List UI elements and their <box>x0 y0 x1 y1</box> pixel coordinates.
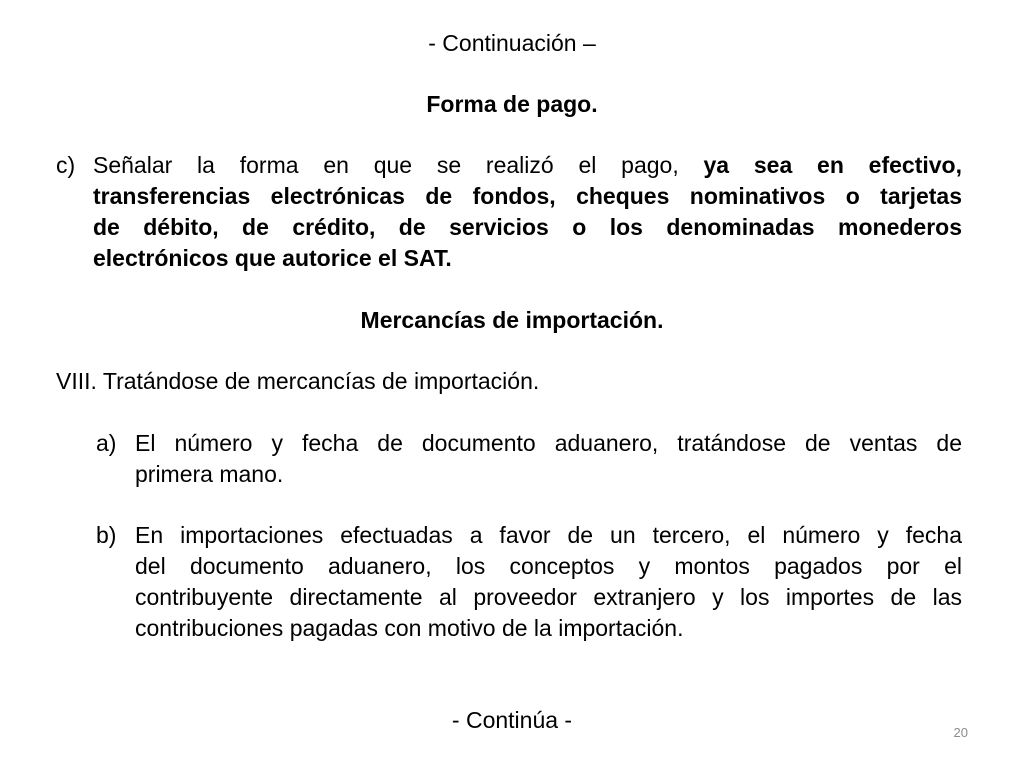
continues-footer: - Continúa - <box>451 707 573 733</box>
item-a-marker: a) <box>96 430 117 456</box>
item-c-line-1-normal: Señalar la forma en que se realizó el pago, <box>93 152 679 178</box>
item-b-line-1: En importaciones efectuadas a favor de un tercero, el número y fecha <box>135 522 962 548</box>
item-a-line-1: El número y fecha de documento aduanero, tratándose de ventas de <box>135 430 962 456</box>
payment-section-title: Forma de pago. <box>426 91 598 117</box>
continuation-header: - Continuación – <box>428 30 596 56</box>
item-b-marker: b) <box>96 522 117 548</box>
item-c-line-3: de débito, de crédito, de servicios o los denominadas monederos <box>93 214 962 240</box>
imports-section-title: Mercancías de importación. <box>360 307 664 333</box>
item-a-line-2: primera mano. <box>135 461 284 487</box>
slide-number: 20 <box>953 725 968 740</box>
item-b-line-3: contribuyente directamente al proveedor extranjero y los importes de las <box>135 584 962 610</box>
item-c-line-1-bold: ya sea en efectivo, <box>703 152 962 178</box>
imports-heading: VIII. Tratándose de mercancías de importación. <box>56 368 540 394</box>
item-b-line-2: del documento aduanero, los conceptos y montos pagados por el <box>135 553 962 579</box>
item-c-marker: c) <box>56 152 76 178</box>
item-b-line-4: contribuciones pagadas con motivo de la importación. <box>135 615 684 641</box>
item-c-line-1 <box>93 150 962 181</box>
item-c-line-2: transferencias electrónicas de fondos, cheques nominativos o tarjetas <box>93 183 962 209</box>
item-c-line-4: electrónicos que autorice el SAT. <box>93 245 452 271</box>
